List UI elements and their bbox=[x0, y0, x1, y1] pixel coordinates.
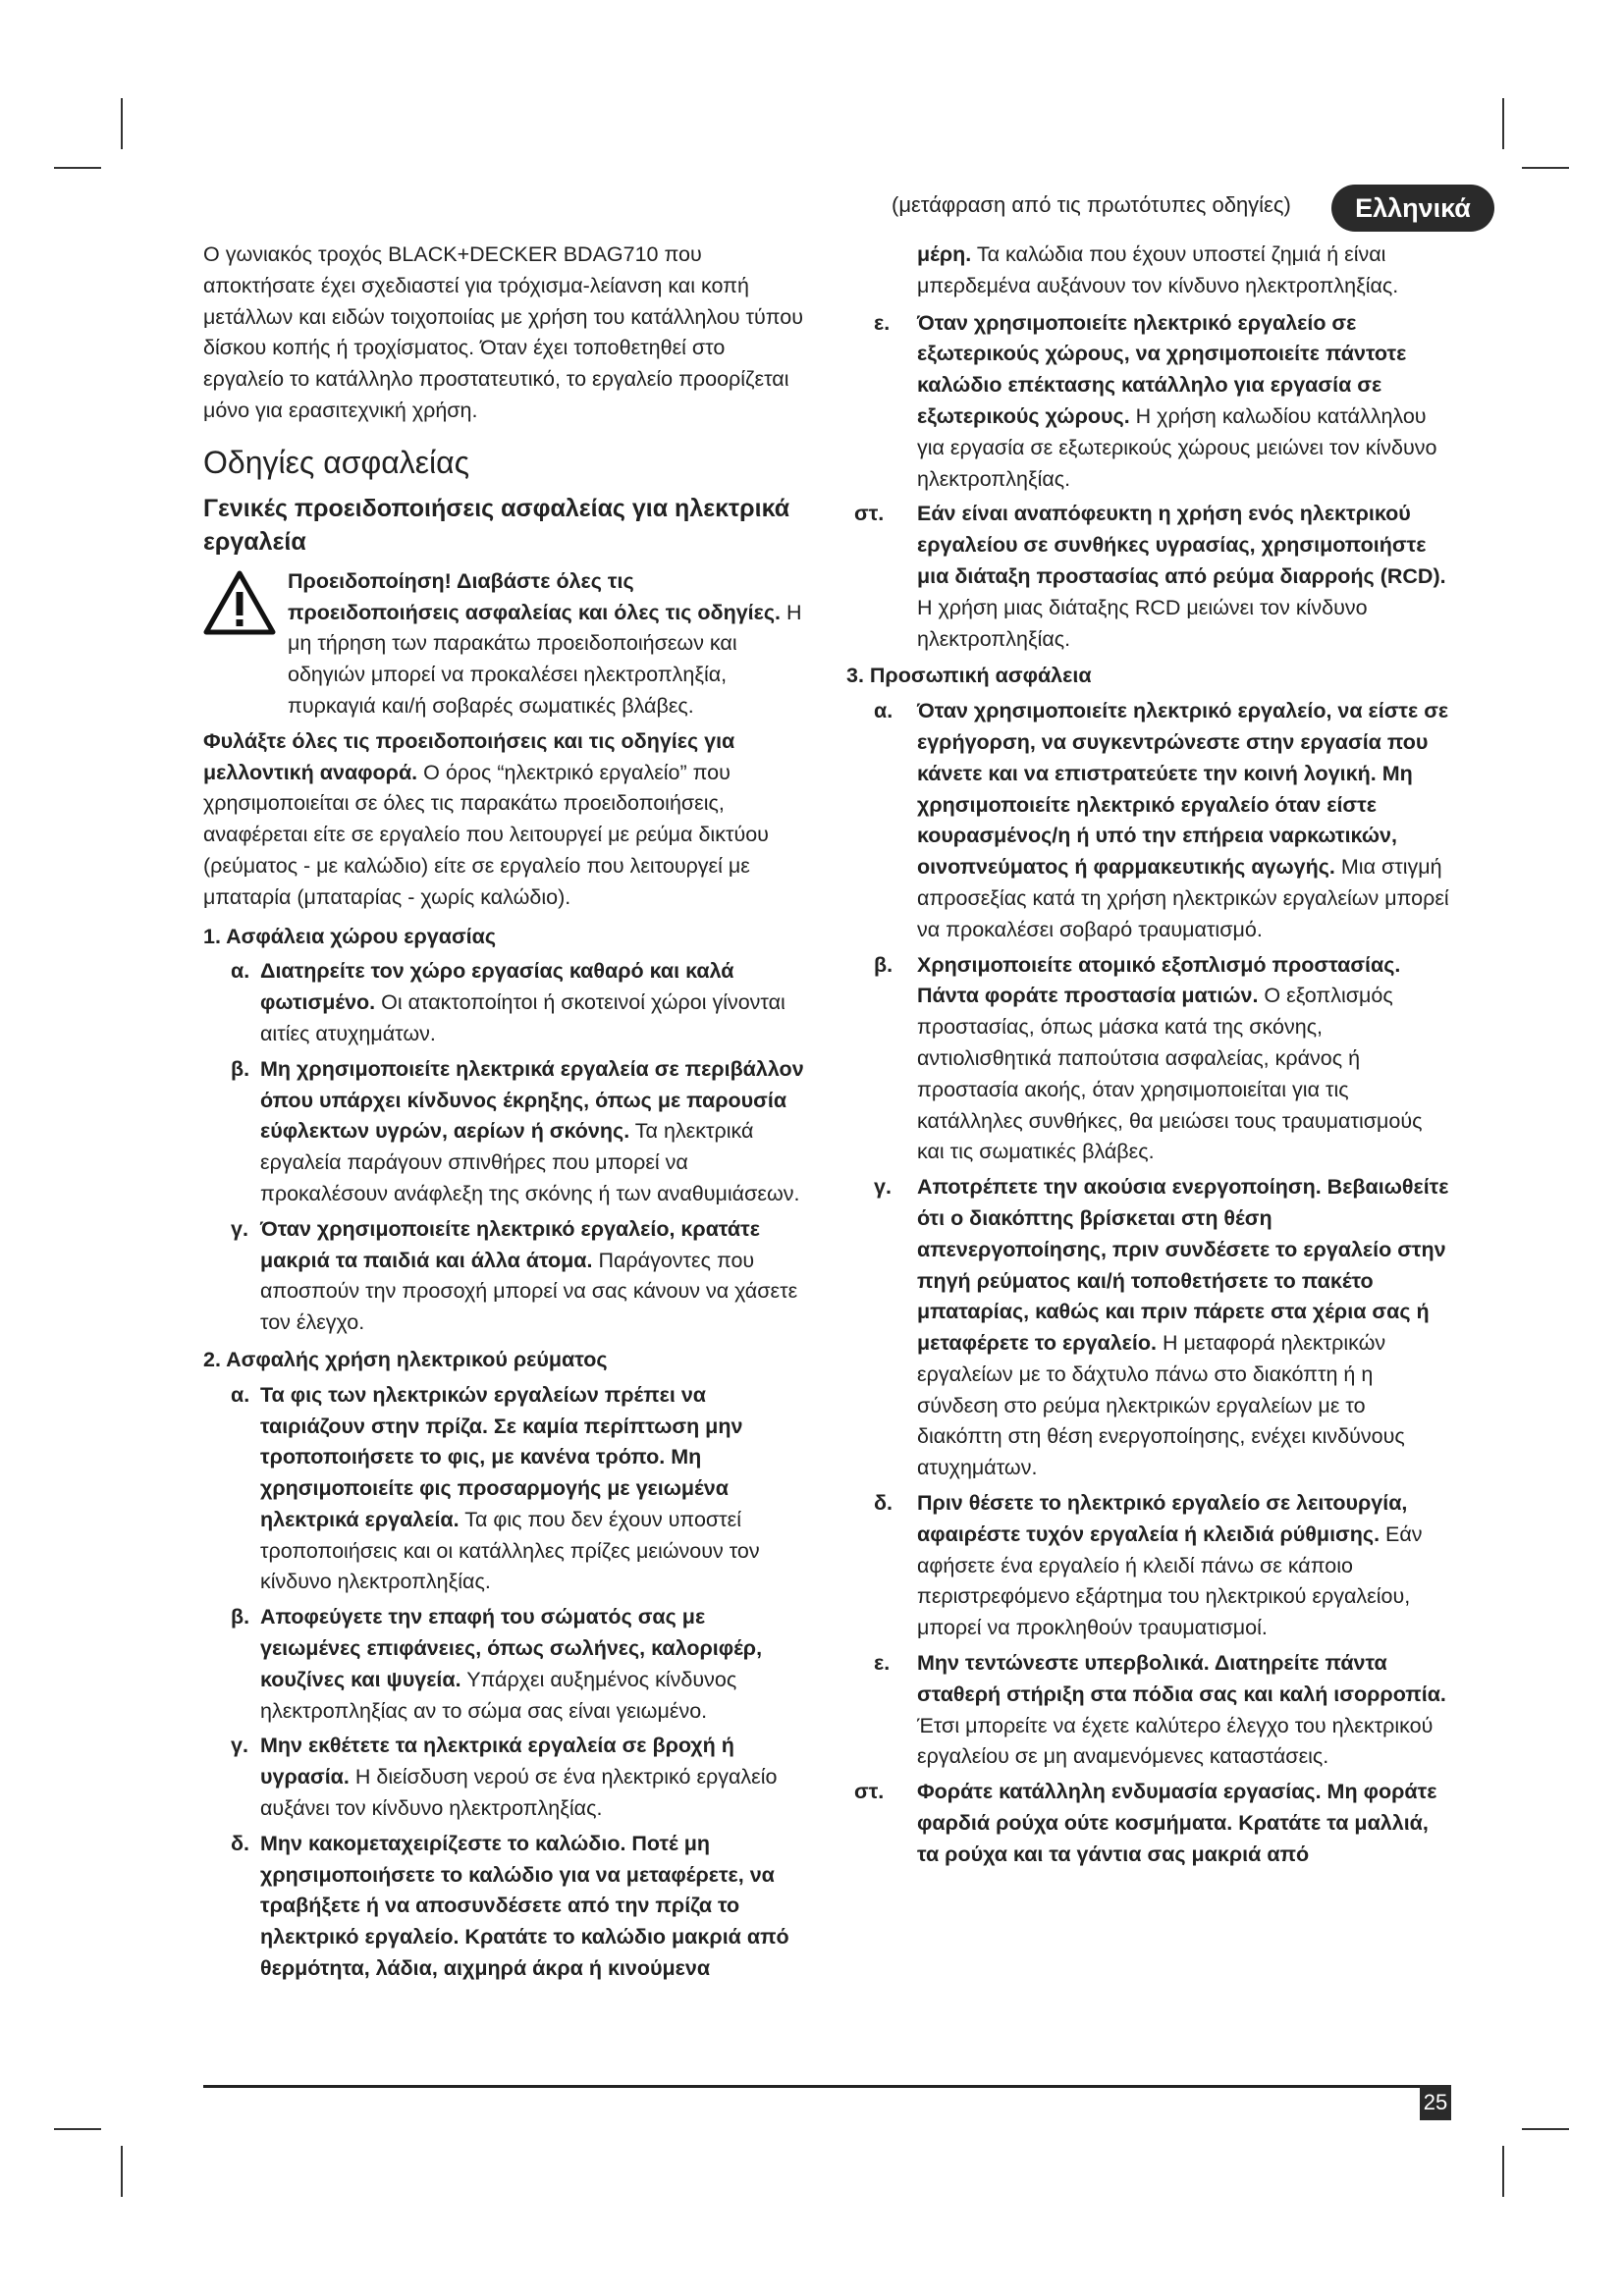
crop-mark bbox=[54, 2128, 101, 2130]
crop-mark bbox=[121, 98, 123, 149]
list-item: γ. Αποτρέπετε την ακούσια ενεργοποίηση. Βεβαιωθείτε ότι ο διακόπτης βρίσκεται στη θέση απενεργοποίησης, πριν συνδέσετε το εργαλείο στην πηγή ρεύματος και/ή τοποθετήσετε το πακέτο μπαταρίας, καθώς και πριν πάρετε στα χέρια σας ή μεταφέρετε το εργαλείο. Η μεταφορά ηλεκτρικών εργαλείων με το δάχτυλο πάνω στο διακόπτη ή η σύνδεση στο ρεύμα ηλεκτρικών εργαλείων με το διακόπτη στη θέση ενεργοποίησης, ενέχει κινδύνους ατυχημάτων. bbox=[874, 1175, 1449, 1480]
translation-note: (μετάφραση από τις πρωτότυπες οδηγίες) bbox=[892, 192, 1291, 217]
keep-instructions-text: Ο όρος “ηλεκτρικό εργαλείο” που χρησιμοποιείται σε όλες τις παρακάτω προειδοποιήσεις, αναφέρεται είτε σε εργαλείο που λειτουργεί με ρεύμα δικτύου (ρεύματος - με καλώδιο) είτε σε εργαλείο που λειτουργεί με μπαταρία (μπαταρίας - χωρίς καλώδιο). bbox=[203, 760, 769, 909]
section-heading: Οδηγίες ασφαλείας bbox=[203, 444, 469, 480]
left-column bbox=[203, 240, 810, 1989]
footer-rule bbox=[203, 2085, 1421, 2088]
list-item: στ. Εάν είναι αναπόφευκτη η χρήση ενός ηλεκτρικού εργαλείου σε συνθήκες υγρασίας, χρησιμοποιήστε μια διάταξη προστασίας από ρεύμα διαρροής (RCD). Η χρήση μιας διάταξης RCD μειώνει τον κίνδυνο ηλεκτροπληξίας. bbox=[854, 502, 1446, 651]
warning-triangle-icon bbox=[203, 570, 276, 635]
crop-mark bbox=[1522, 2128, 1569, 2130]
list-item: β. Μη χρησιμοποιείτε ηλεκτρικά εργαλεία σε περιβάλλον όπου υπάρχει κίνδυνος έκρηξης, όπως με παρουσία εύφλεκτων υγρών, αερίων ή σκόνης. Τα ηλεκτρικά εργαλεία παράγουν σπινθήρες που μπορεί να προκαλέσουν ανάφλεξη της σκόνης ή των αναθυμιάσεων. bbox=[231, 1056, 804, 1205]
list-item: δ. Μην κακομεταχειρίζεστε το καλώδιο. Ποτέ μη χρησιμοποιήσετε το καλώδιο για να μεταφέρετε, να τραβήξετε ή να αποσυνδέσετε από την πρίζα το ηλεκτρικό εργαλείο. Κρατάτε το καλώδιο μακριά από θερμότητα, λάδια, αιχμηρά άκρα ή κινούμενα bbox=[231, 1831, 789, 1981]
continued-item: μέρη. Τα καλώδια που έχουν υποστεί ζημιά ή είναι μπερδεμένα αυξάνουν τον κίνδυνο ηλεκτροπληξίας. bbox=[917, 242, 1399, 297]
crop-mark bbox=[1502, 98, 1504, 149]
list-item: δ. Πριν θέσετε το ηλεκτρικό εργαλείο σε λειτουργία, αφαιρέστε τυχόν εργαλεία ή κλειδιά ρύθμισης. Εάν αφήσετε ένα εργαλείο ή κλειδί πάνω σε κάποιο περιστρεφόμενο εξάρτημα του ηλεκτρικού εργαλείου, μπορεί να προκληθούν τραυματισμοί. bbox=[874, 1491, 1423, 1640]
warning-bold: Προειδοποίηση! Διαβάστε όλες τις προειδοποιήσεις ασφαλείας και όλες τις οδηγίες. bbox=[288, 568, 782, 624]
list-item: α. Τα φις των ηλεκτρικών εργαλείων πρέπει να ταιριάζουν στην πρίζα. Σε καμία περίπτωση μην τροποποιήσετε το φις, με κανένα τρόπο. Μη χρησιμοποιείτε φις προσαρμογής με γειωμένα ηλεκτρικά εργαλεία. Τα φις που δεν έχουν υποστεί τροποποιήσεις και οι κατάλληλες πρίζες μειώνουν τον κίνδυνο ηλεκτροπληξίας. bbox=[231, 1382, 760, 1594]
right-column bbox=[846, 240, 1450, 1875]
section-2-title: 2. Ασφαλής χρήση ηλεκτρικού ρεύματος bbox=[203, 1347, 608, 1371]
list-item: β. Χρησιμοποιείτε ατομικό εξοπλισμό προστασίας. Πάντα φοράτε προστασία ματιών. Ο εξοπλισμός προστασίας, όπως μάσκα κατά της σκόνης, αντιολισθητικά παπούτσια ασφαλείας, κράνος ή προστασία ακοής, όταν χρησιμοποιείται για τις κατάλληλες συνθήκες, θα μειώσει τους τραυματισμούς και τις σωματικές βλάβες. bbox=[874, 952, 1423, 1164]
list-item: ε. Μην τεντώνεστε υπερβολικά. Διατηρείτε πάντα σταθερή στήριξη στα πόδια σας και καλή ισορροπία. Έτσι μπορείτε να έχετε καλύτερο έλεγχο του ηλεκτρικού εργαλείου σε μη αναμενόμενες καταστάσεις. bbox=[874, 1651, 1446, 1769]
list-item: α. Διατηρείτε τον χώρο εργασίας καθαρό και καλά φωτισμένο. Οι ατακτοποίητοι ή σκοτεινοί χώροι γίνονται αιτίες ατυχημάτων. bbox=[231, 959, 785, 1045]
list-item: γ. Όταν χρησιμοποιείτε ηλεκτρικό εργαλείο, κρατάτε μακριά τα παιδιά και άλλα άτομα. Παράγοντες που αποσπούν την προσοχή μπορεί να σας κάνουν να χάσετε τον έλεγχο. bbox=[231, 1216, 798, 1335]
page-number: 25 bbox=[1420, 2085, 1451, 2120]
section-3-title: 3. Προσωπική ασφάλεια bbox=[846, 664, 1092, 688]
list-item: στ. Φοράτε κατάλληλη ενδυμασία εργασίας. Μη φοράτε φαρδιά ρούχα ούτε κοσμήματα. Κρατάτε τα μαλλιά, τα ρούχα και τα γάντια σας μακριά από bbox=[854, 1780, 1437, 1866]
warning-block bbox=[203, 566, 810, 722]
crop-mark bbox=[54, 167, 101, 169]
keep-instructions-bold: Φυλάξτε όλες τις προειδοποιήσεις και τις οδηγίες για μελλοντική αναφορά. bbox=[203, 728, 735, 784]
list-item: α. Όταν χρησιμοποιείτε ηλεκτρικό εργαλείο, να είστε σε εγρήγορση, να συγκεντρώνεστε στην εργασία που κάνετε και να επιστρατεύετε την κοινή λογική. Μη χρησιμοποιείτε ηλεκτρικό εργαλείο όταν είστε κουρασμένος/η ή υπό την επήρεια ναρκωτικών, οινοπνεύματος ή φαρμακευτικής αγωγής. Μια στιγμή απροσεξίας κατά τη χρήση ηλεκτρικών εργαλείων μπορεί να προκαλέσει σοβαρό τραυματισμό. bbox=[874, 699, 1449, 941]
crop-mark bbox=[121, 2146, 123, 2197]
warning-text: Η μη τήρηση των παρακάτω προειδοποιήσεων και οδηγιών μπορεί να προκαλέσει ηλεκτροπληξία, πυρκαγιά και/ή σοβαρές σωματικές βλάβες. bbox=[288, 600, 802, 718]
crop-mark bbox=[1522, 167, 1569, 169]
section-subheading: Γενικές προειδοποιήσεις ασφαλείας για ηλεκτρικά εργαλεία bbox=[203, 494, 790, 556]
list-item: γ. Μην εκθέτετε τα ηλεκτρικά εργαλεία σε βροχή ή υγρασία. Η διείσδυση νερού σε ένα ηλεκτρικό εργαλείο αυξάνει τον κίνδυνο ηλεκτροπληξίας. bbox=[231, 1734, 778, 1821]
section-1-title: 1. Ασφάλεια χώρου εργασίας bbox=[203, 924, 497, 948]
language-badge: Ελληνικά bbox=[1331, 185, 1494, 232]
crop-mark bbox=[1502, 2146, 1504, 2197]
intro-paragraph: Ο γωνιακός τροχός BLACK+DECKER BDAG710 που αποκτήσατε έχει σχεδιαστεί για τρόχισμα-λείανση και κοπή μετάλλων και ειδών τοιχοποιίας με χρήση του κατάλληλου τύπου δίσκου κοπής ή τροχίσματος. Όταν έχει τοποθετηθεί στο εργαλείο το κατάλληλο προστατευτικό, το εργαλείο προορίζεται μόνο για ερασιτεχνική χρήση. bbox=[203, 242, 803, 422]
list-item: ε. Όταν χρησιμοποιείτε ηλεκτρικό εργαλείο σε εξωτερικούς χώρους, να χρησιμοποιείτε πάντοτε καλώδιο επέκτασης κατάλληλο για εργασία σε εξωτερικούς χώρους. Η χρήση καλωδίου κατάλληλου για εργασία σε εξωτερικούς χώρους μειώνει τον κίνδυνο ηλεκτροπληξίας. bbox=[874, 310, 1437, 491]
list-item: β. Αποφεύγετε την επαφή του σώματός σας με γειωμένες επιφάνειες, όπως σωλήνες, καλοριφέρ, κουζίνες και ψυγεία. Υπάρχει αυξημένος κίνδυνος ηλεκτροπληξίας αν το σώμα σας είναι γειωμένο. bbox=[231, 1605, 763, 1723]
